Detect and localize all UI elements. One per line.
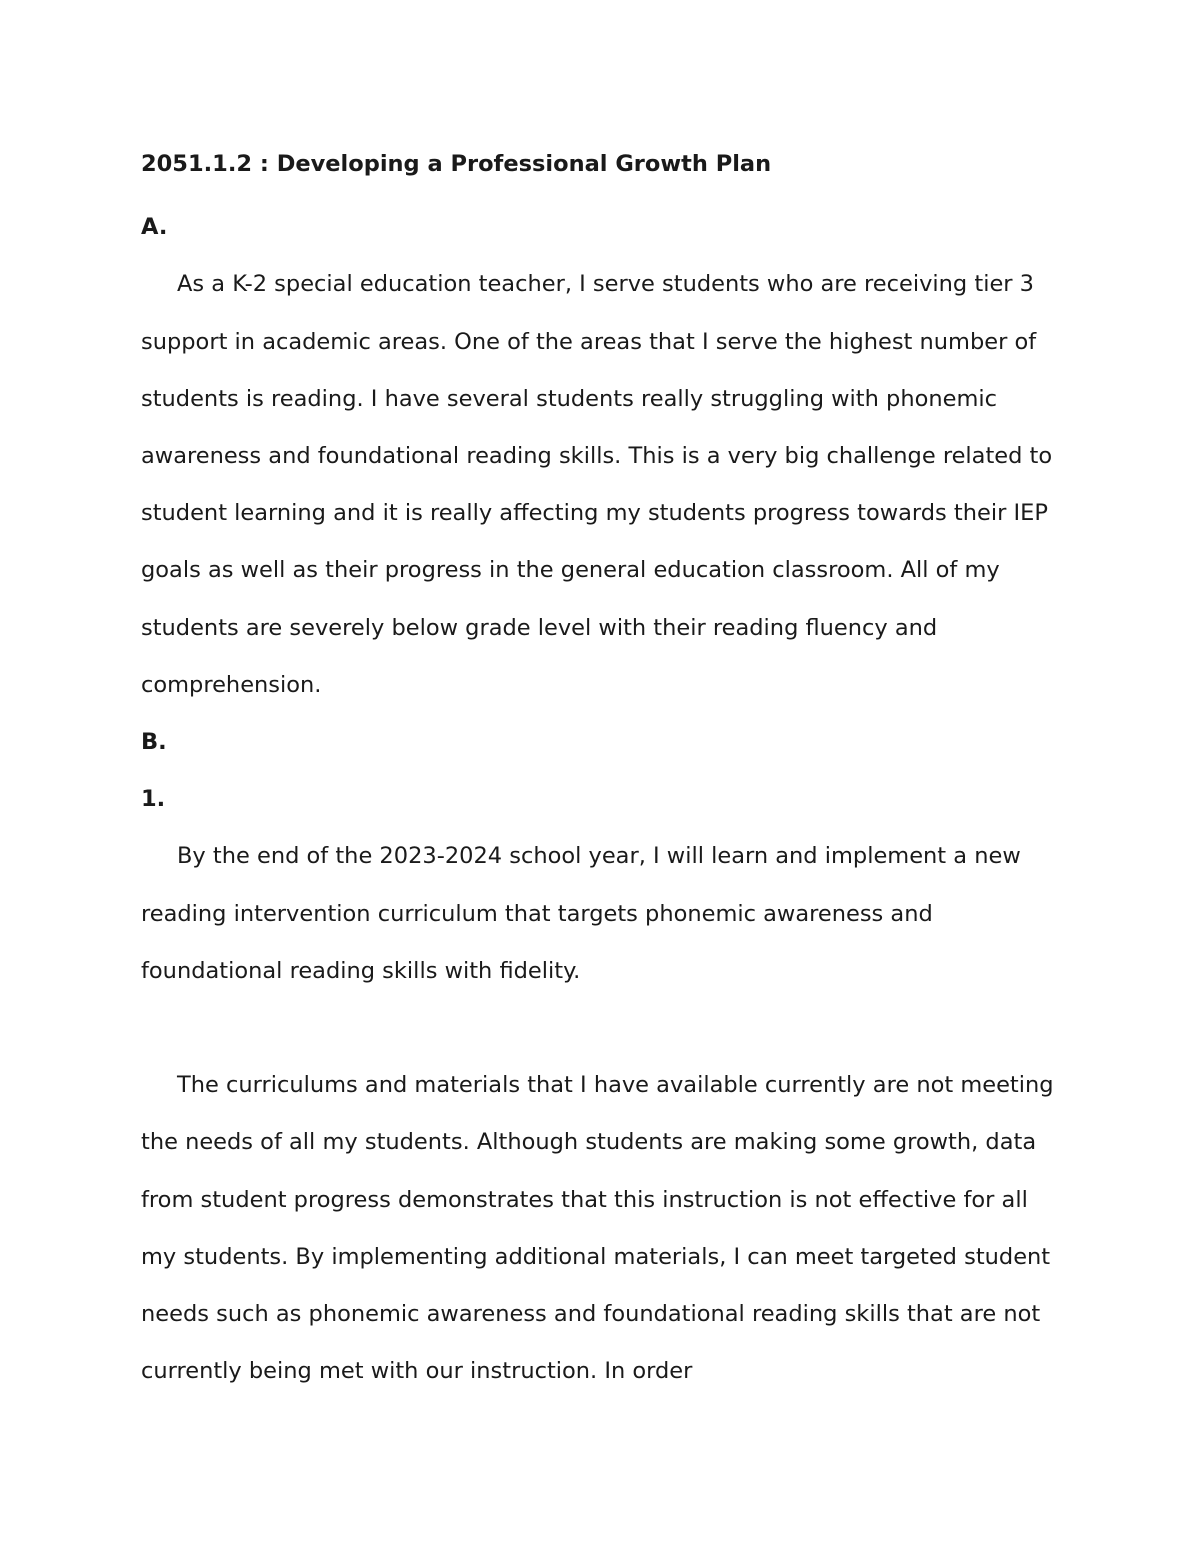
- document-title: 2051.1.2 : Developing a Professional Growth Plan: [141, 151, 772, 177]
- section-b-heading: B.: [141, 729, 167, 756]
- section-a-paragraph: As a K-2 special education teacher, I serve students who are receiving tier 3 support in academic areas. One of the areas that I serve the highest number of students is reading. I have several students really struggling with phonemic awareness and foundational reading skills. This is a very big challenge related to student learning and it is really affecting my students progress towards their IEP goals as well as their progress in the general education classroom. All of my students are severely below grade level with their reading fluency and comprehension.: [141, 271, 1053, 698]
- paragraph-spacer: [141, 1000, 1061, 1057]
- document-body: [141, 136, 1061, 1400]
- rationale-paragraph: The curriculums and materials that I have available currently are not meeting the needs of all my students. Although students are making some growth, data from student progress demonstrates that this instruction is not effective for all my students. By implementing additional materials, I can meet targeted student needs such as phonemic awareness and foundational reading skills that are not currently being met with our instruction. In order: [141, 1072, 1054, 1385]
- goal-paragraph: By the end of the 2023-2024 school year, I will learn and implement a new reading intervention curriculum that targets phonemic awareness and foundational reading skills with fidelity.: [141, 843, 1021, 984]
- section-a-heading: A.: [141, 214, 168, 241]
- section-b-subheading: 1.: [141, 786, 166, 813]
